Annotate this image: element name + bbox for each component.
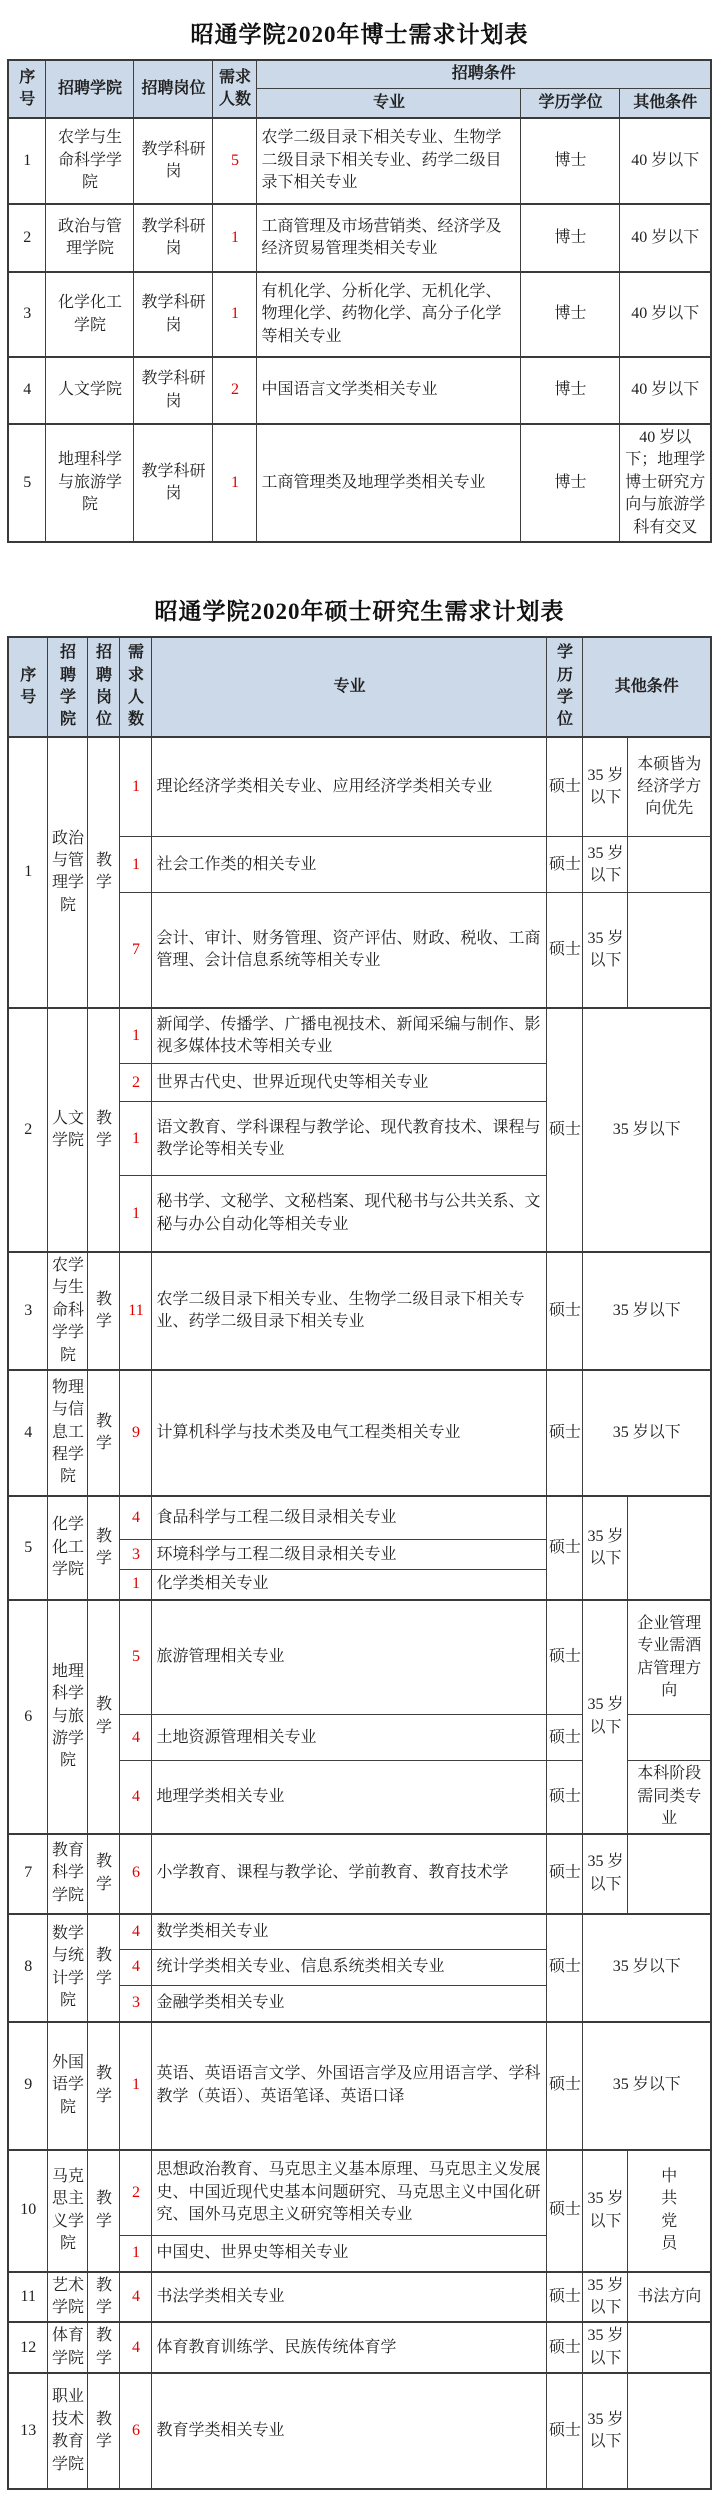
degree-cell: 硕士 <box>547 1600 583 1715</box>
extra-condition-cell <box>628 2373 711 2489</box>
count-cell: 1 <box>120 1102 152 1176</box>
major-cell: 农学二级目录下相关专业、生物学二级目录下相关专业、药学二级目录下相关专业 <box>257 118 521 204</box>
major-cell: 工商管理及市场营销类、经济学及经济贸易管理类相关专业 <box>257 204 521 272</box>
col-header-college: 招聘学院 <box>46 60 134 118</box>
count-cell: 1 <box>120 2022 152 2150</box>
degree-cell: 硕士 <box>547 2150 583 2272</box>
count-cell: 4 <box>120 2322 152 2373</box>
age-cell: 35 岁以下 <box>583 1252 711 1370</box>
age-cell: 35 岁以下 <box>583 737 628 837</box>
college-cell: 化学化工学院 <box>46 272 134 357</box>
table-row <box>8 118 711 204</box>
major-cell: 小学教育、课程与教学论、学前教育、教育技术学 <box>152 1834 547 1914</box>
count-cell: 1 <box>120 2236 152 2272</box>
table-row <box>8 424 711 542</box>
degree-cell: 硕士 <box>547 1761 583 1834</box>
count-cell: 1 <box>120 1008 152 1064</box>
count-cell: 6 <box>120 1834 152 1914</box>
degree-cell: 硕士 <box>547 1008 583 1252</box>
extra-condition-cell <box>628 837 711 893</box>
college-cell: 政治与管理学院 <box>48 737 88 1008</box>
degree-cell: 博士 <box>521 424 620 542</box>
no-cell: 4 <box>8 357 46 424</box>
college-cell: 地理科学与旅游学院 <box>48 1600 88 1834</box>
degree-cell: 硕士 <box>547 837 583 893</box>
table-row <box>8 2150 711 2236</box>
col-header-major: 专业 <box>257 88 521 118</box>
header-row <box>8 637 711 737</box>
col-header-college: 招聘学院 <box>48 637 88 737</box>
college-cell: 马克思主义学院 <box>48 2150 88 2272</box>
major-cell: 世界古代史、世界近现代史等相关专业 <box>152 1064 547 1102</box>
age-cell: 35 岁以下 <box>583 1496 628 1600</box>
age-cell: 35 岁以下 <box>583 1008 711 1252</box>
other-condition-cell: 40 岁以下 <box>620 272 711 357</box>
count-cell: 1 <box>120 737 152 837</box>
master-table <box>7 636 712 2490</box>
extra-condition-cell: 企业管理专业需酒店管理方向 <box>628 1600 711 1715</box>
college-cell: 物理与信息工程学院 <box>48 1370 88 1496</box>
table-row <box>8 1834 711 1914</box>
major-cell: 统计学类相关专业、信息系统类相关专业 <box>152 1950 547 1986</box>
count-cell: 3 <box>120 1986 152 2022</box>
no-cell: 5 <box>8 1496 48 1600</box>
count-cell: 1 <box>213 424 257 542</box>
count-cell: 4 <box>120 1496 152 1540</box>
table-row <box>8 1914 711 1950</box>
position-cell: 教学科研岗 <box>134 118 213 204</box>
count-cell: 5 <box>120 1600 152 1715</box>
count-cell: 1 <box>120 837 152 893</box>
position-cell: 教学 <box>88 2022 120 2150</box>
major-cell: 书法学类相关专业 <box>152 2272 547 2323</box>
count-cell: 2 <box>213 357 257 424</box>
doctoral-table-title: 昭通学院2020年博士需求计划表 <box>190 22 529 47</box>
col-header-conditions: 招聘条件 <box>257 60 711 88</box>
table-row <box>8 2022 711 2150</box>
extra-condition-cell: 中共党员 <box>628 2150 711 2272</box>
count-cell: 6 <box>120 2373 152 2489</box>
age-cell: 35 岁以下 <box>583 2150 628 2272</box>
major-cell: 土地资源管理相关专业 <box>152 1715 547 1761</box>
position-cell: 教学 <box>88 2322 120 2373</box>
major-cell: 教育学类相关专业 <box>152 2373 547 2489</box>
age-cell: 35 岁以下 <box>583 1370 711 1496</box>
table-row <box>8 737 711 837</box>
count-cell: 5 <box>213 118 257 204</box>
major-cell: 环境科学与工程二级目录相关专业 <box>152 1540 547 1570</box>
count-cell: 4 <box>120 1761 152 1834</box>
position-cell: 教学科研岗 <box>134 204 213 272</box>
position-cell: 教学 <box>88 1600 120 1834</box>
no-cell: 13 <box>8 2373 48 2489</box>
no-cell: 3 <box>8 272 46 357</box>
college-cell: 教育科学学院 <box>48 1834 88 1914</box>
other-condition-cell: 40 岁以下 <box>620 204 711 272</box>
col-header-other: 其他条件 <box>583 637 711 737</box>
position-cell: 教学 <box>88 1834 120 1914</box>
major-cell: 工商管理类及地理学类相关专业 <box>257 424 521 542</box>
age-cell: 35 岁以下 <box>583 2322 628 2373</box>
degree-cell: 博士 <box>521 204 620 272</box>
no-cell: 2 <box>8 204 46 272</box>
doctoral-table-body <box>8 118 711 542</box>
college-cell: 政治与管理学院 <box>46 204 134 272</box>
age-cell: 35 岁以下 <box>583 2373 628 2489</box>
count-cell: 1 <box>120 1570 152 1600</box>
count-cell: 1 <box>120 1176 152 1252</box>
master-table-title: 昭通学院2020年硕士研究生需求计划表 <box>154 598 565 624</box>
count-cell: 2 <box>120 2150 152 2236</box>
position-cell: 教学 <box>88 2150 120 2272</box>
doctoral-table-header <box>8 60 711 118</box>
position-cell: 教学 <box>88 2373 120 2489</box>
no-cell: 9 <box>8 2022 48 2150</box>
degree-cell: 硕士 <box>547 1496 583 1600</box>
col-header-count: 需求人数 <box>120 637 152 737</box>
no-cell: 6 <box>8 1600 48 1834</box>
table-row <box>8 204 711 272</box>
age-cell: 35 岁以下 <box>583 837 628 893</box>
degree-cell: 硕士 <box>547 2272 583 2323</box>
major-cell: 计算机科学与技术类及电气工程类相关专业 <box>152 1370 547 1496</box>
major-cell: 金融学类相关专业 <box>152 1986 547 2022</box>
major-cell: 化学类相关专业 <box>152 1570 547 1600</box>
extra-condition-cell: 书法方向 <box>628 2272 711 2323</box>
count-cell: 4 <box>120 1914 152 1950</box>
degree-cell: 硕士 <box>547 1834 583 1914</box>
count-cell: 11 <box>120 1252 152 1370</box>
count-cell: 2 <box>120 1064 152 1102</box>
age-cell: 35 岁以下 <box>583 2272 628 2323</box>
no-cell: 12 <box>8 2322 48 2373</box>
extra-condition-cell <box>628 1834 711 1914</box>
college-cell: 农学与生命科学学院 <box>46 118 134 204</box>
table-row <box>8 1496 711 1540</box>
extra-condition-cell: 本硕皆为经济学方向优先 <box>628 737 711 837</box>
count-cell: 9 <box>120 1370 152 1496</box>
extra-condition-cell <box>628 893 711 1008</box>
table-row <box>8 357 711 424</box>
college-cell: 数学与统计学院 <box>48 1914 88 2022</box>
degree-cell: 硕士 <box>547 2373 583 2489</box>
degree-cell: 博士 <box>521 272 620 357</box>
master-table-header <box>8 637 711 737</box>
table-row <box>8 1600 711 1715</box>
master-table-body <box>8 737 711 2489</box>
age-cell: 35 岁以下 <box>583 1914 711 2022</box>
col-header-no: 序号 <box>8 637 48 737</box>
major-cell: 英语、英语语言文学、外国语言学及应用语言学、学科教学（英语）、英语笔译、英语口译 <box>152 2022 547 2150</box>
age-cell: 35 岁以下 <box>583 2022 711 2150</box>
count-cell: 1 <box>213 272 257 357</box>
age-cell: 35 岁以下 <box>583 893 628 1008</box>
col-header-other: 其他条件 <box>620 88 711 118</box>
no-cell: 5 <box>8 424 46 542</box>
position-cell: 教学科研岗 <box>134 424 213 542</box>
degree-cell: 硕士 <box>547 1370 583 1496</box>
doctoral-table <box>7 59 712 543</box>
other-condition-cell: 40 岁以下 <box>620 118 711 204</box>
age-cell: 35 岁以下 <box>583 1600 628 1834</box>
extra-condition-cell <box>628 1496 711 1600</box>
degree-cell: 硕士 <box>547 2322 583 2373</box>
count-cell: 1 <box>213 204 257 272</box>
table-row <box>8 2373 711 2489</box>
degree-cell: 硕士 <box>547 893 583 1008</box>
count-cell: 3 <box>120 1540 152 1570</box>
major-cell: 语文教育、学科课程与教学论、现代教育技术、课程与教学论等相关专业 <box>152 1102 547 1176</box>
degree-cell: 硕士 <box>547 1715 583 1761</box>
count-cell: 4 <box>120 1715 152 1761</box>
major-cell: 有机化学、分析化学、无机化学、物理化学、药物化学、高分子化学等相关专业 <box>257 272 521 357</box>
no-cell: 2 <box>8 1008 48 1252</box>
col-header-degree: 学历学位 <box>521 88 620 118</box>
table-row <box>8 2272 711 2323</box>
degree-cell: 硕士 <box>547 2022 583 2150</box>
extra-condition-cell <box>628 2322 711 2373</box>
age-cell: 35 岁以下 <box>583 1834 628 1914</box>
position-cell: 教学科研岗 <box>134 272 213 357</box>
position-cell: 教学 <box>88 1370 120 1496</box>
major-cell: 秘书学、文秘学、文秘档案、现代秘书与公共关系、文秘与办公自动化等相关专业 <box>152 1176 547 1252</box>
college-cell: 人文学院 <box>48 1008 88 1252</box>
college-cell: 艺术学院 <box>48 2272 88 2323</box>
col-header-degree: 学历学位 <box>547 637 583 737</box>
col-header-count: 需求人数 <box>213 60 257 118</box>
major-cell: 理论经济学类相关专业、应用经济学类相关专业 <box>152 737 547 837</box>
no-cell: 7 <box>8 1834 48 1914</box>
extra-condition-cell <box>628 1715 711 1761</box>
count-cell: 4 <box>120 2272 152 2323</box>
major-cell: 食品科学与工程二级目录相关专业 <box>152 1496 547 1540</box>
position-cell: 教学 <box>88 1496 120 1600</box>
position-cell: 教学 <box>88 737 120 1008</box>
no-cell: 8 <box>8 1914 48 2022</box>
degree-cell: 硕士 <box>547 1914 583 2022</box>
table-row <box>8 272 711 357</box>
no-cell: 1 <box>8 118 46 204</box>
major-cell: 农学二级目录下相关专业、生物学二级目录下相关专业、药学二级目录下相关专业 <box>152 1252 547 1370</box>
no-cell: 4 <box>8 1370 48 1496</box>
position-cell: 教学 <box>88 2272 120 2323</box>
table-row <box>8 1370 711 1496</box>
major-cell: 新闻学、传播学、广播电视技术、新闻采编与制作、影视多媒体技术等相关专业 <box>152 1008 547 1064</box>
no-cell: 3 <box>8 1252 48 1370</box>
college-cell: 人文学院 <box>46 357 134 424</box>
count-cell: 7 <box>120 893 152 1008</box>
table-row <box>8 2322 711 2373</box>
college-cell: 外国语学院 <box>48 2022 88 2150</box>
college-cell: 农学与生命科学学院 <box>48 1252 88 1370</box>
position-cell: 教学科研岗 <box>134 357 213 424</box>
col-header-major: 专业 <box>152 637 547 737</box>
no-cell: 11 <box>8 2272 48 2323</box>
degree-cell: 博士 <box>521 357 620 424</box>
major-cell: 社会工作类的相关专业 <box>152 837 547 893</box>
college-cell: 地理科学与旅游学院 <box>46 424 134 542</box>
position-cell: 教学 <box>88 1252 120 1370</box>
col-header-no: 序号 <box>8 60 46 118</box>
major-cell: 数学类相关专业 <box>152 1914 547 1950</box>
degree-cell: 硕士 <box>547 737 583 837</box>
college-cell: 化学化工学院 <box>48 1496 88 1600</box>
table-row <box>8 1008 711 1064</box>
position-cell: 教学 <box>88 1008 120 1252</box>
degree-cell: 博士 <box>521 118 620 204</box>
other-condition-cell: 40 岁以下 <box>620 357 711 424</box>
no-cell: 10 <box>8 2150 48 2272</box>
col-header-position: 招聘岗位 <box>134 60 213 118</box>
table-row <box>8 1252 711 1370</box>
extra-condition-cell: 本科阶段需同类专业 <box>628 1761 711 1834</box>
major-cell: 中国语言文学类相关专业 <box>257 357 521 424</box>
position-cell: 教学 <box>88 1914 120 2022</box>
degree-cell: 硕士 <box>547 1252 583 1370</box>
major-cell: 会计、审计、财务管理、资产评估、财政、税收、工商管理、会计信息系统等相关专业 <box>152 893 547 1008</box>
college-cell: 职业技术教育学院 <box>48 2373 88 2489</box>
major-cell: 思想政治教育、马克思主义基本原理、马克思主义发展史、中国近现代史基本问题研究、马克思主义中国化研究、国外马克思主义研究等相关专业 <box>152 2150 547 2236</box>
count-cell: 4 <box>120 1950 152 1986</box>
no-cell: 1 <box>8 737 48 1008</box>
other-condition-cell: 40 岁以下；地理学博士研究方向与旅游学科有交叉 <box>620 424 711 542</box>
college-cell: 体育学院 <box>48 2322 88 2373</box>
header-row <box>8 60 711 88</box>
major-cell: 中国史、世界史等相关专业 <box>152 2236 547 2272</box>
major-cell: 旅游管理相关专业 <box>152 1600 547 1715</box>
major-cell: 体育教育训练学、民族传统体育学 <box>152 2322 547 2373</box>
major-cell: 地理学类相关专业 <box>152 1761 547 1834</box>
col-header-position: 招聘岗位 <box>88 637 120 737</box>
